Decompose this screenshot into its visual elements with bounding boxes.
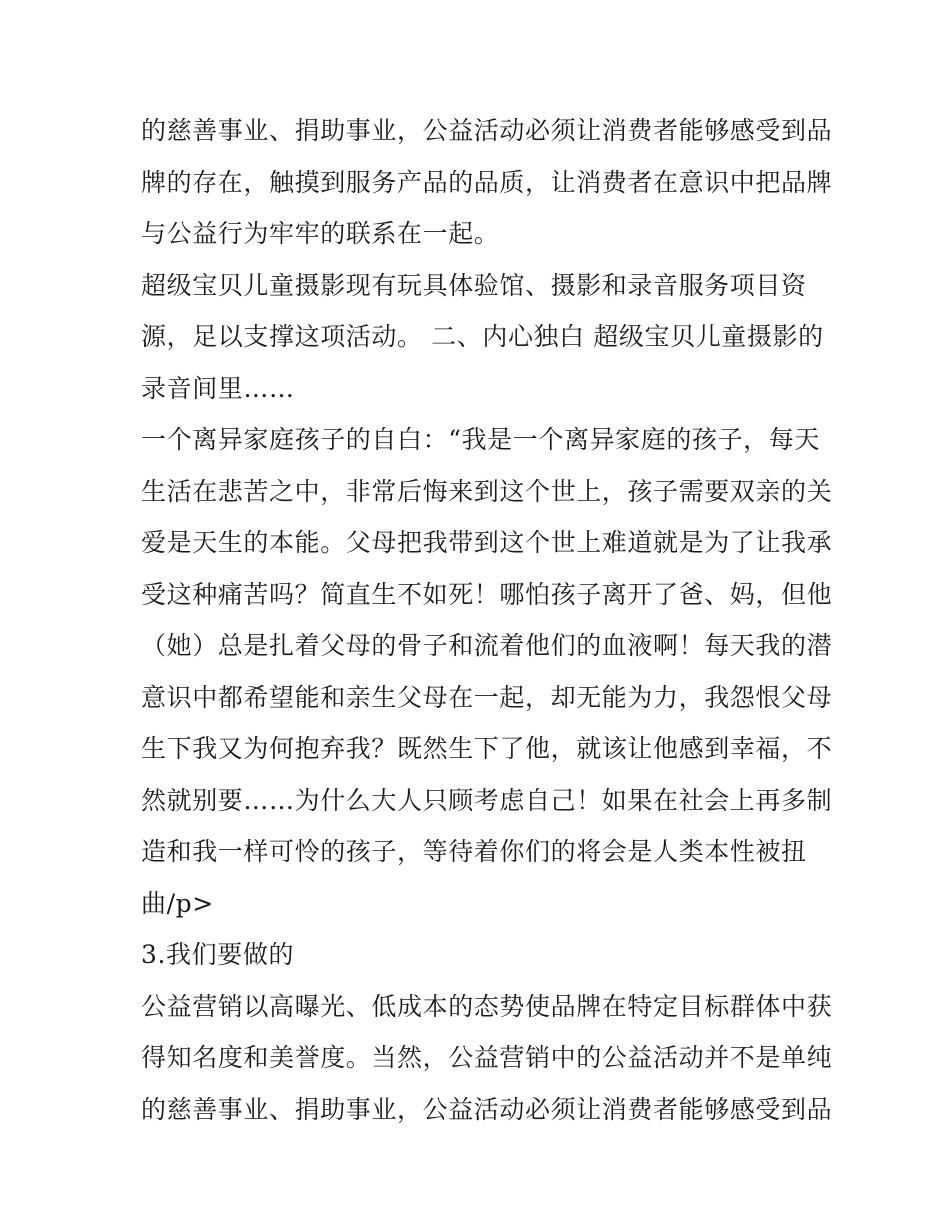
text-line: 受这种痛苦吗？简直生不如死！哪怕孩子离开了爸、妈，但他 <box>141 579 833 609</box>
text-line: 的慈善事业、捐助事业，公益活动必须让消费者能够感受到品 <box>141 116 833 145</box>
text-line: 公益营销以高曝光、低成本的态势使品牌在特定目标群体中获 <box>141 991 833 1021</box>
text-line: 造和我一样可怜的孩子，等待着你们的将会是人类本性被扭 <box>141 837 807 866</box>
text-line: 曲/p> <box>141 888 214 918</box>
text-line: 源，足以支撑这项活动。 二、内心独白 超级宝贝儿童摄影的 <box>141 322 824 351</box>
text-line: 生下我又为何抱弃我？既然生下了他，就该让他感到幸福，不 <box>141 734 833 763</box>
document-body <box>141 105 833 1135</box>
text-line: 的慈善事业、捐助事业，公益活动必须让消费者能够感受到品 <box>141 1094 833 1124</box>
text-line: 一个离异家庭孩子的自白：“我是一个离异家庭的孩子，每天 <box>141 425 820 454</box>
text-line: 生活在悲苦之中，非常后悔来到这个世上，孩子需要双亲的关 <box>141 476 833 506</box>
text-line: 超级宝贝儿童摄影现有玩具体验馆、摄影和录音服务项目资 <box>141 270 807 300</box>
text-line: 然就别要……为什么大人只顾考虑自己！如果在社会上再多制 <box>141 785 833 815</box>
text-line: 录音间里…… <box>141 373 295 403</box>
text-line: 得知名度和美誉度。当然，公益营销中的公益活动并不是单纯 <box>141 1043 833 1072</box>
text-line: 与公益行为牢牢的联系在一起。 <box>141 219 500 248</box>
text-line: 牌的存在，触摸到服务产品的品质，让消费者在意识中把品牌 <box>141 167 833 197</box>
section-heading: 3.我们要做的 <box>141 940 295 969</box>
text-line: （她）总是扎着父母的骨子和流着他们的血液啊！每天我的潜 <box>141 631 833 660</box>
text-line: 爱是天生的本能。父母把我带到这个世上难道就是为了让我承 <box>141 528 833 557</box>
text-line: 意识中都希望能和亲生父母在一起，却无能为力，我怨恨父母 <box>141 682 833 712</box>
